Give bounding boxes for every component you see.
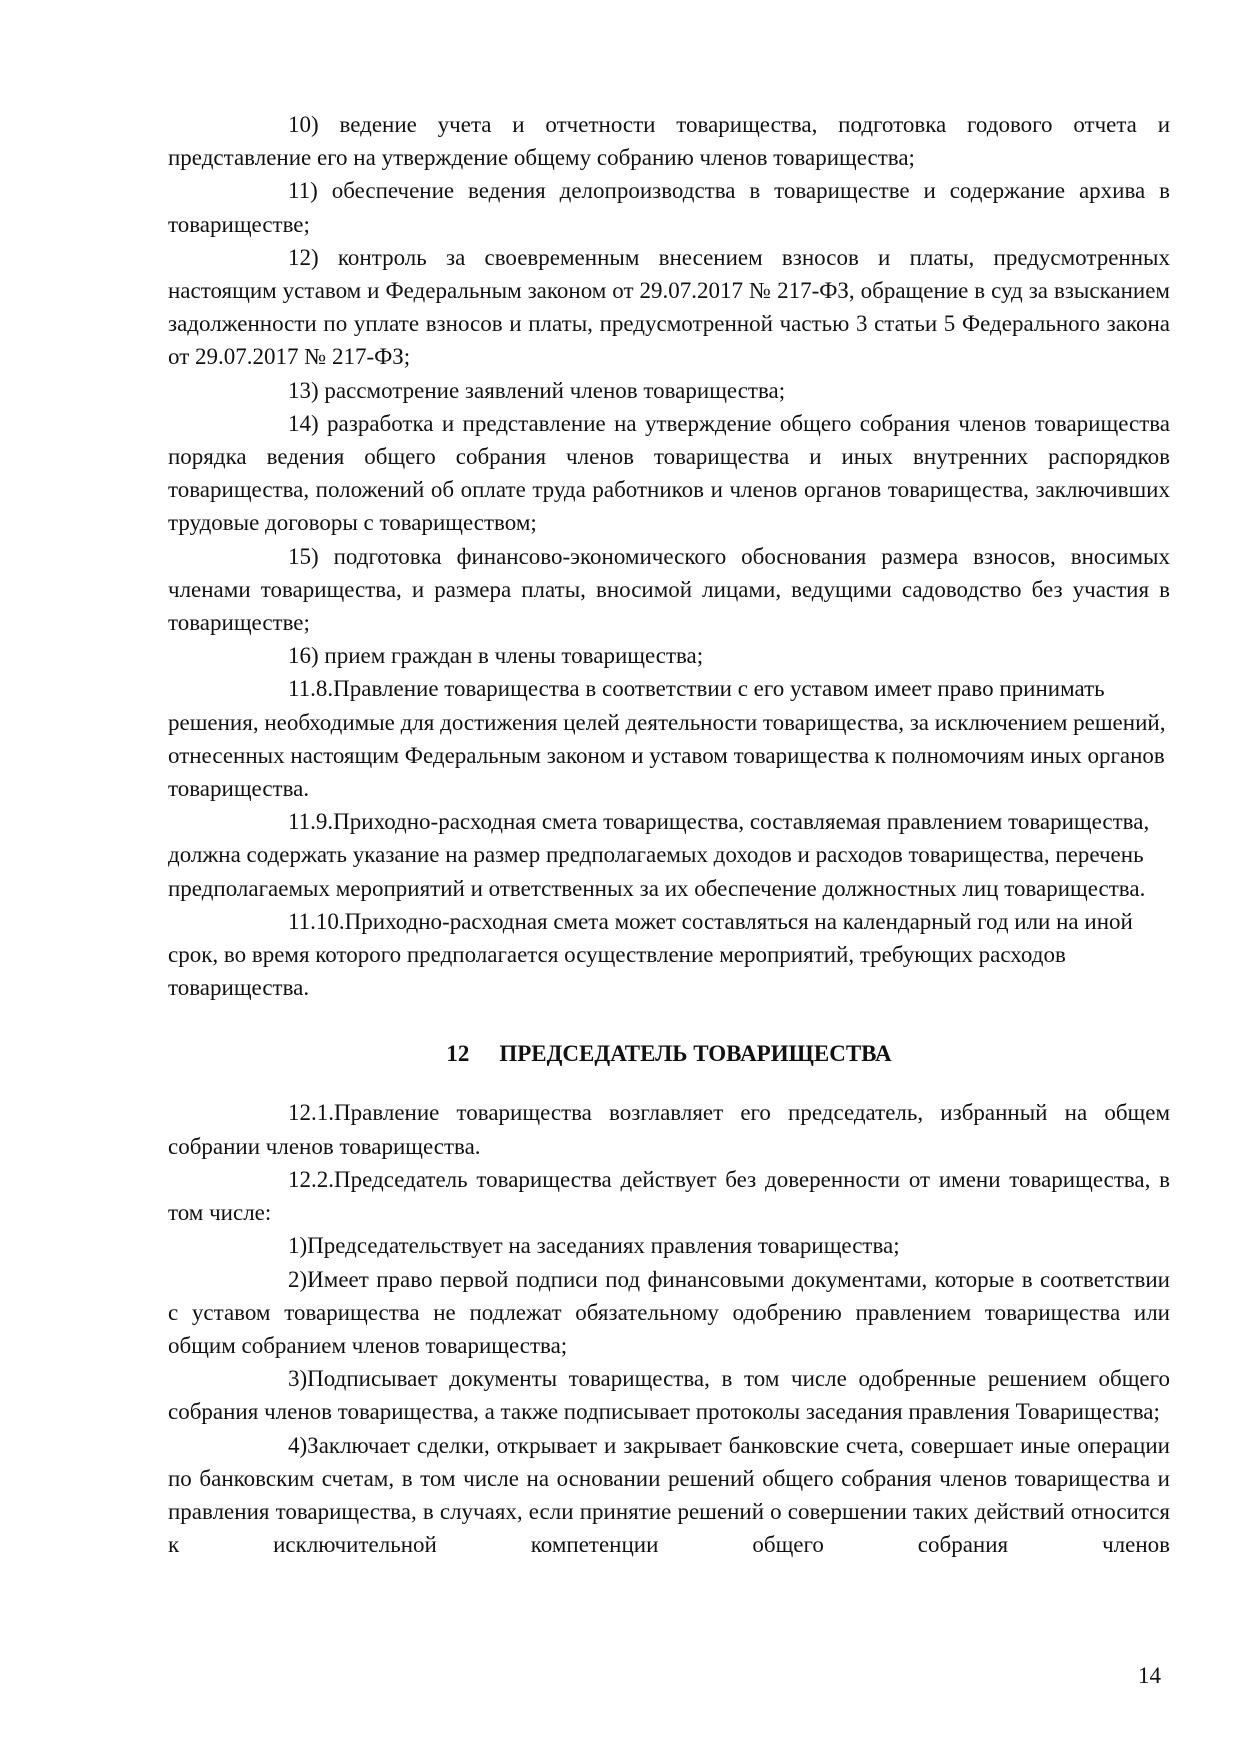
clause-text: Приходно-расходная смета товарищества, составляемая правлением товарищества, должна содержать указание на размер предполагаемых доходов и расходов товарищества, перечень предполагаемых мероприятий и ответственных за их обеспечение должностных лиц товарищества. bbox=[168, 809, 1150, 901]
item-number: 10) bbox=[288, 112, 319, 137]
item-text: Имеет право первой подписи под финансовыми документами, которые в соответствии с уставом товарищества не подлежат обязательному одобрению правлением товарищества или общим собранием членов товарищества; bbox=[168, 1266, 1170, 1358]
list-item bbox=[168, 1263, 1170, 1363]
item-number: 16) bbox=[288, 643, 319, 669]
list-item bbox=[168, 407, 1170, 540]
item-number: 14) bbox=[288, 410, 319, 436]
list-item bbox=[168, 639, 1170, 672]
list-item bbox=[168, 241, 1170, 374]
item-text: Заключает сделки, открывает и закрывает банковские счета, совершает иные операции по банковским счетам, в том числе на основании решений общего собрания членов товарищества и правления товарищества, в случаях, если принятие решений о совершении таких действий относится к исключительной компетенции общего собрания членов bbox=[168, 1432, 1170, 1558]
item-text: рассмотрение заявлений членов товарищества; bbox=[324, 377, 786, 403]
clause-text: Приходно-расходная смета может составляться на календарный год или на иной срок, во время которого предполагается осуществление мероприятий, требующих расходов товарищества. bbox=[168, 908, 1133, 1001]
item-text: Подписывает документы товарищества, в том числе одобренные решением общего собрания членов товарищества, а также подписывает протоколы заседания правления Товарищества; bbox=[168, 1366, 1170, 1425]
section-heading bbox=[168, 1037, 1170, 1070]
item-text: контроль за своевременным внесением взносов и платы, предусмотренных настоящим уставом и Федеральным законом от 29.07.2017 № 217-ФЗ, обращение в суд за взысканием задолженности по уплате взносов и платы, предусмотренной частью 3 статьи 5 Федерального закона от 29.07.2017 № 217-ФЗ; bbox=[168, 244, 1170, 370]
clause-number: 11.8. bbox=[288, 676, 334, 702]
item-number: 2) bbox=[288, 1266, 308, 1292]
item-text: прием граждан в члены товарищества; bbox=[324, 643, 704, 669]
item-number: 3) bbox=[288, 1366, 308, 1392]
item-text: ведение учета и отчетности товарищества, подготовка годового отчета и представление его на утверждение общему собранию членов товарищества; bbox=[168, 112, 1171, 171]
item-text: разработка и представление на утверждение общего собрания членов товарищества порядка ведения общего собрания членов товарищества и иных внутренних распорядков товарищества, положений об оплате труда работников и членов органов товарищества, заключивших трудовые договоры с товариществом; bbox=[168, 410, 1171, 536]
item-number: 4) bbox=[288, 1432, 308, 1458]
item-number: 13) bbox=[288, 377, 319, 403]
list-item bbox=[168, 174, 1170, 240]
clause bbox=[168, 1163, 1170, 1229]
clause-number: 12.2. bbox=[288, 1166, 334, 1192]
clause-text: Правление товарищества возглавляет его председатель, избранный на общем собрании членов товарищества. bbox=[168, 1100, 1170, 1159]
list-item bbox=[168, 1429, 1170, 1562]
clause bbox=[168, 672, 1170, 805]
clause bbox=[168, 805, 1170, 905]
clause-number: 11.10. bbox=[288, 908, 345, 934]
item-number: 12) bbox=[288, 244, 319, 270]
clause bbox=[168, 1096, 1170, 1162]
clause-number: 11.9. bbox=[288, 809, 334, 835]
page-number: 14 bbox=[1138, 1663, 1161, 1688]
item-number: 15) bbox=[288, 543, 319, 569]
document-page bbox=[168, 108, 1170, 1561]
item-number: 1) bbox=[288, 1233, 308, 1259]
section-number: 12 bbox=[446, 1041, 470, 1067]
list-item bbox=[168, 1229, 1170, 1262]
clause-text: Председатель товарищества действует без доверенности от имени товарищества, в том числе: bbox=[168, 1166, 1170, 1226]
item-text: обеспечение ведения делопроизводства в товариществе и содержание архива в товариществе; bbox=[168, 178, 1171, 237]
clause-text: Правление товарищества в соответствии с его уставом имеет право принимать решения, необходимые для достижения целей деятельности товарищества, за исключением решений, отнесенных настоящим Федеральным законом и уставом товарищества к полномочиям иных органов товарищества. bbox=[168, 676, 1166, 802]
list-item bbox=[168, 540, 1170, 640]
item-number: 11) bbox=[288, 178, 318, 204]
list-item bbox=[168, 108, 1170, 174]
clause-number: 12.1. bbox=[288, 1100, 334, 1126]
list-item bbox=[168, 1362, 1170, 1428]
list-item bbox=[168, 374, 1170, 407]
clause bbox=[168, 905, 1170, 1005]
section-title: ПРЕДСЕДАТЕЛЬ ТОВАРИЩЕСТВА bbox=[499, 1041, 892, 1067]
item-text: Председательствует на заседаниях правления товарищества; bbox=[307, 1233, 900, 1259]
item-text: подготовка финансово-экономического обоснования размера взносов, вносимых членами товарищества, и размера платы, вносимой лицами, ведущими садоводство без участия в товариществе; bbox=[168, 543, 1170, 636]
